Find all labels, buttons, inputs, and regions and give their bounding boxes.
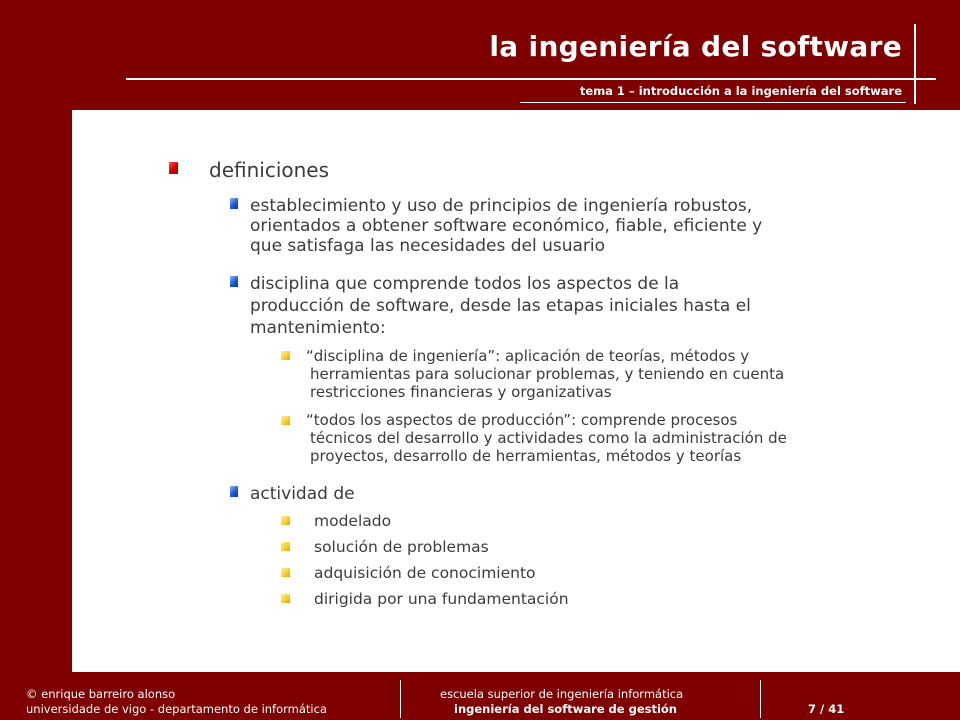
yellow-bullet-icon: [281, 416, 290, 425]
slide-title: la ingeniería del software: [489, 30, 902, 63]
item-3-line-1: actividad de: [250, 484, 355, 504]
blue-bullet-icon: [230, 276, 238, 287]
footer-affiliation: universidade de vigo - departamento de informática: [26, 702, 327, 716]
slide-subtitle: tema 1 – introducción a la ingeniería del software: [579, 84, 902, 98]
subitem-2-1-line-3: restricciones financieras y organizativas: [310, 383, 612, 401]
footer-school: escuela superior de ingeniería informática: [440, 687, 684, 701]
subitem-3-4: dirigida por una fundamentación: [314, 590, 569, 608]
subitem-3-3: adquisición de conocimiento: [314, 564, 536, 582]
item-1-line-2: orientados a obtener software económico, fiable, eficiente y: [250, 216, 763, 236]
subitem-3-1: modelado: [314, 512, 392, 530]
subitem-2-2-line-2: técnicos del desarrollo y actividades como la administración de: [310, 429, 787, 447]
item-2-line-1: disciplina que comprende todos los aspectos de la: [250, 274, 680, 294]
footer-divider: [400, 680, 401, 718]
header-vertical-rule: [914, 24, 916, 104]
blue-bullet-icon: [230, 198, 238, 209]
subitem-2-1-line-1: “disciplina de ingeniería”: aplicación de teorías, métodos y: [306, 347, 750, 365]
subitem-3-2: solución de problemas: [314, 538, 489, 556]
page-number: 7 / 41: [808, 702, 845, 716]
subitem-2-1-line-2: herramientas para solucionar problemas, y teniendo en cuenta: [310, 365, 785, 383]
yellow-bullet-icon: [281, 568, 290, 577]
subtitle-underline: [520, 102, 906, 103]
red-bullet-icon: [169, 162, 178, 174]
item-2-line-2: producción de software, desde las etapas iniciales hasta el: [250, 296, 751, 316]
yellow-bullet-icon: [281, 542, 290, 551]
item-1-line-1: establecimiento y uso de principios de ingeniería robustos,: [250, 196, 753, 216]
subitem-2-2-line-1: “todos los aspectos de producción”: comprende procesos: [306, 411, 738, 429]
subitem-2-2-line-3: proyectos, desarrollo de herramientas, métodos y teorías: [310, 447, 742, 465]
item-1-line-3: que satisfaga las necesidades del usuario: [250, 236, 606, 256]
content-panel: [72, 110, 960, 672]
footer-course: ingeniería del software de gestión: [454, 702, 677, 716]
footer-divider: [760, 680, 761, 718]
heading-definiciones: definiciones: [209, 158, 330, 182]
yellow-bullet-icon: [281, 351, 290, 360]
yellow-bullet-icon: [281, 594, 290, 603]
item-2-line-3: mantenimiento:: [250, 318, 386, 338]
footer-author: © enrique barreiro alonso: [26, 687, 176, 701]
blue-bullet-icon: [230, 486, 238, 497]
yellow-bullet-icon: [281, 516, 290, 525]
header-divider: [126, 78, 936, 80]
